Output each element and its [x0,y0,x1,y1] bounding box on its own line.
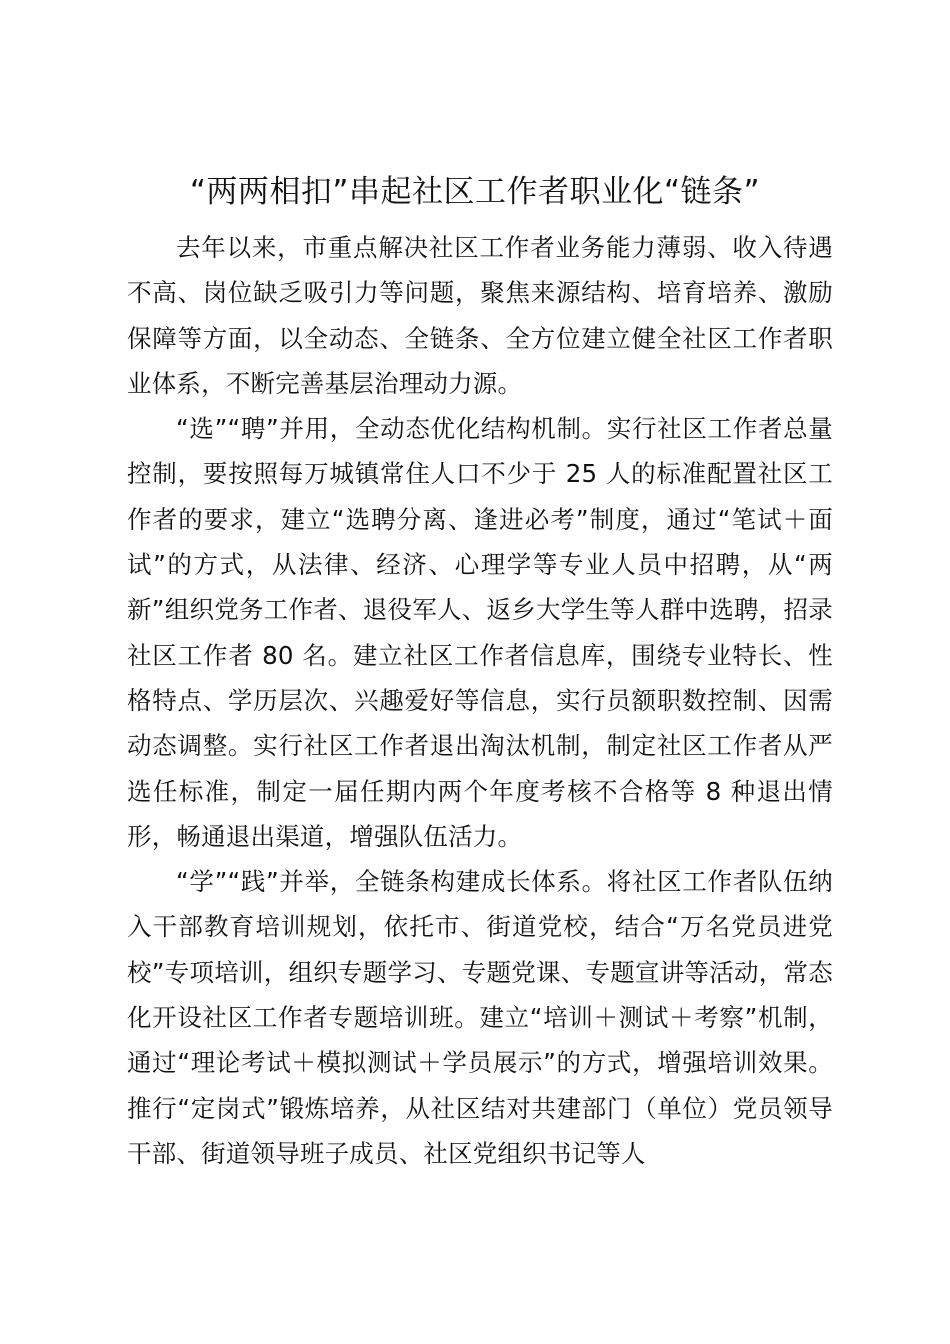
paragraph-recruitment: “选”“聘”并用，全动态优化结构机制。实行社区工作者总量控制，要按照每万城镇常住人口不少于 25 人的标准配置社区工作者的要求，建立“选聘分离、逢进必考”制度，通过“笔试＋面试”的方式，从法律、经济、心理学等专业人员中招聘，从“两新”组织党务工作者、退役军人、返乡大学生等人群中选聘，招录社区工作者 80 名。建立社区工作者信息库，围绕专业特长、性格特点、学历层次、兴趣爱好等信息，实行员额职数控制、因需动态调整。实行社区工作者退出淘汰机制，制定社区工作者从严选任标准，制定一届任期内两个年度考核不合格等 8 种退出情形，畅通退出渠道，增强队伍活力。 [127,414,833,851]
document-body [127,225,833,1176]
paragraph-training: “学”“践”并举，全链条构建成长体系。将社区工作者队伍纳入干部教育培训规划，依托市、街道党校，结合“万名党员进党校”专项培训，组织专题学习、专题党课、专题宣讲等活动，常态化开设社区工作者专题培训班。建立“培训＋测试＋考察”机制，通过“理论考试＋模拟测试＋学员展示”的方式，增强培训效果。推行“定岗式”锻炼培养，从社区结对共建部门（单位）党员领导干部、街道领导班子成员、社区党组织书记等人 [127,867,833,1168]
paragraph-intro: 去年以来，市重点解决社区工作者业务能力薄弱、收入待遇不高、岗位缺乏吸引力等问题，聚焦来源结构、培育培养、激励保障等方面，以全动态、全链条、全方位建立健全社区工作者职业体系，不断完善基层治理动力源。 [127,233,833,398]
document-title: “两两相扣”串起社区工作者职业化“链条” [189,174,761,210]
